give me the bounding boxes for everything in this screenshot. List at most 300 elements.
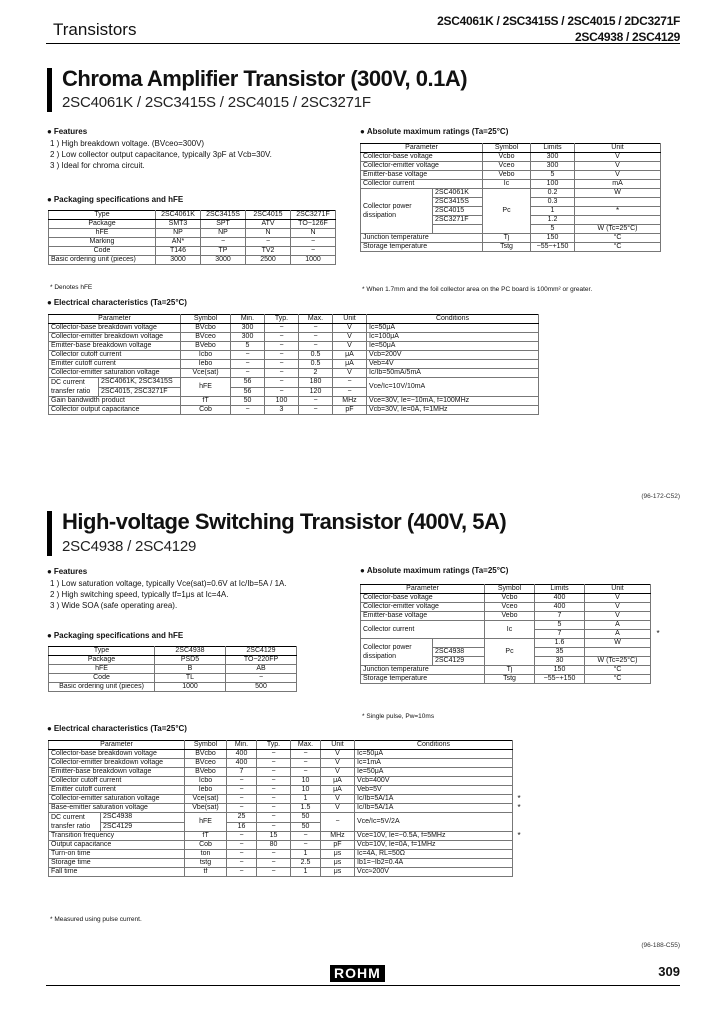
table-cell: pF bbox=[333, 406, 367, 415]
table-cell bbox=[513, 822, 526, 832]
table-cell: − bbox=[299, 342, 333, 351]
table-row bbox=[49, 378, 539, 388]
feature-item: 1 ) High breakdown voltage. (BVceo=300V) bbox=[50, 139, 205, 148]
table-cell: 500 bbox=[226, 683, 297, 692]
table-cell: −55~+150 bbox=[535, 675, 585, 684]
table-cell: Gain bandwidth product bbox=[49, 397, 181, 406]
table-cell: PSD5 bbox=[155, 656, 226, 665]
table-row bbox=[361, 180, 661, 189]
table-cell: V bbox=[321, 768, 355, 777]
table-row bbox=[49, 786, 526, 795]
table-cell: pF bbox=[321, 841, 355, 850]
table-cell: − bbox=[291, 750, 321, 759]
table-cell: Vcb=10V, Ie=0A, f=1MHz bbox=[355, 841, 513, 850]
table-cell bbox=[651, 621, 666, 630]
table-cell: B bbox=[155, 665, 226, 674]
table-cell bbox=[651, 675, 666, 684]
s1-packaging-heading: ● Packaging specifications and hFE bbox=[47, 195, 183, 204]
table-cell: Ic bbox=[485, 621, 535, 639]
table-cell: 1.6 bbox=[535, 639, 585, 648]
table-cell: Ic/Ib=50mA/5mA bbox=[367, 369, 539, 378]
table-cell: BVebo bbox=[185, 768, 227, 777]
table-cell: − bbox=[227, 841, 257, 850]
table-cell: 2SC4015, 2SC3271F bbox=[99, 387, 181, 397]
table-cell: − bbox=[257, 813, 291, 823]
table-cell: 180 bbox=[299, 378, 333, 388]
s2-document-code: (96-188-C55) bbox=[641, 942, 680, 949]
table-cell: 2SC4061K, 2SC3415S bbox=[99, 378, 181, 388]
table-cell: 56 bbox=[231, 387, 265, 397]
table-cell bbox=[575, 216, 661, 225]
table-cell bbox=[513, 859, 526, 868]
table-cell: Marking bbox=[49, 238, 156, 247]
s2-abs-max-note: * Single pulse, Pw=10ms bbox=[362, 713, 435, 720]
table-cell: Typ. bbox=[265, 315, 299, 324]
table-cell: 10 bbox=[291, 777, 321, 786]
table-cell: 2SC4061K bbox=[433, 189, 483, 198]
table-cell: 5 bbox=[531, 225, 575, 234]
table-cell: − bbox=[265, 324, 299, 333]
table-cell: Pc bbox=[483, 189, 531, 234]
table-cell: 300 bbox=[231, 324, 265, 333]
table-cell bbox=[651, 612, 666, 621]
table-cell: − bbox=[321, 813, 355, 832]
table-row bbox=[49, 741, 526, 750]
table-cell: − bbox=[291, 238, 336, 247]
table-cell: Vcbo bbox=[485, 594, 535, 603]
footer-rule bbox=[46, 985, 680, 986]
table-cell: 2SC3271F bbox=[433, 216, 483, 225]
table-cell: 10 bbox=[291, 786, 321, 795]
table-cell: 2SC3415S bbox=[201, 211, 246, 220]
table-cell: 400 bbox=[535, 603, 585, 612]
table-cell: − bbox=[299, 324, 333, 333]
table-cell: − bbox=[257, 795, 291, 804]
table-cell bbox=[651, 603, 666, 612]
table-cell: V bbox=[575, 162, 661, 171]
table-cell: 2SC3415S bbox=[433, 198, 483, 207]
table-row bbox=[49, 333, 539, 342]
table-cell: Collector-base voltage bbox=[361, 594, 485, 603]
table-cell: − bbox=[291, 832, 321, 841]
table-cell: Ie=50μA bbox=[367, 342, 539, 351]
table-cell: 1000 bbox=[155, 683, 226, 692]
table-cell: 0.2 bbox=[531, 189, 575, 198]
table-cell: μs bbox=[321, 859, 355, 868]
table-row bbox=[361, 171, 661, 180]
table-cell: 100 bbox=[265, 397, 299, 406]
table-cell bbox=[651, 639, 666, 648]
table-cell: Collector power dissipation bbox=[361, 189, 433, 234]
table-row bbox=[49, 315, 539, 324]
table-cell: Vceo bbox=[485, 603, 535, 612]
table-cell: − bbox=[291, 759, 321, 768]
table-cell: 1.5 bbox=[291, 804, 321, 813]
s1-electrical-heading: ● Electrical characteristics (Ta=25°C) bbox=[47, 298, 187, 307]
table-cell: Storage time bbox=[49, 859, 185, 868]
table-cell: − bbox=[265, 369, 299, 378]
table-cell: Code bbox=[49, 674, 155, 683]
header-rule bbox=[46, 43, 680, 44]
table-cell: − bbox=[299, 333, 333, 342]
table-cell: MHz bbox=[333, 397, 367, 406]
table-row bbox=[361, 621, 666, 630]
table-cell: Max. bbox=[291, 741, 321, 750]
table-cell: DC current transfer ratio bbox=[49, 378, 99, 397]
table-cell: V bbox=[585, 612, 651, 621]
table-cell: 2SC4015 bbox=[246, 211, 291, 220]
table-cell: Parameter bbox=[361, 144, 483, 153]
table-row bbox=[49, 850, 526, 859]
s1-packaging-table bbox=[48, 210, 336, 265]
table-cell: − bbox=[257, 859, 291, 868]
table-cell: W bbox=[585, 639, 651, 648]
table-cell: MHz bbox=[321, 832, 355, 841]
table-cell: Typ. bbox=[257, 741, 291, 750]
table-cell: − bbox=[333, 378, 367, 388]
table-cell: ton bbox=[185, 850, 227, 859]
table-cell: Emitter-base breakdown voltage bbox=[49, 768, 185, 777]
table-cell: AN* bbox=[156, 238, 201, 247]
table-cell: Collector current bbox=[361, 180, 483, 189]
table-cell bbox=[513, 786, 526, 795]
table-cell: − bbox=[231, 351, 265, 360]
table-cell: Collector cutoff current bbox=[49, 351, 181, 360]
table-cell: Ic=1mA bbox=[355, 759, 513, 768]
table-cell: − bbox=[299, 406, 333, 415]
table-cell: Vceo bbox=[483, 162, 531, 171]
table-cell: N bbox=[246, 229, 291, 238]
table-cell: V bbox=[333, 333, 367, 342]
table-cell: Junction temperature bbox=[361, 666, 485, 675]
s1-document-code: (96-172-C52) bbox=[641, 493, 680, 500]
table-cell: Vce/Ic=10V/10mA bbox=[367, 378, 539, 397]
table-cell: Code bbox=[49, 247, 156, 256]
table-cell: − bbox=[257, 822, 291, 832]
table-cell: V bbox=[333, 342, 367, 351]
table-cell: Emitter cutoff current bbox=[49, 360, 181, 369]
table-cell: N bbox=[291, 229, 336, 238]
s1-abs-max-table bbox=[360, 143, 661, 252]
table-cell: °C bbox=[575, 234, 661, 243]
table-cell: Collector-emitter saturation voltage bbox=[49, 795, 185, 804]
table-row bbox=[49, 656, 297, 665]
table-cell: 300 bbox=[231, 333, 265, 342]
table-cell: 2SC4938 bbox=[101, 813, 185, 823]
table-row bbox=[361, 162, 661, 171]
table-cell: Pc bbox=[485, 639, 535, 666]
table-cell: 7 bbox=[227, 768, 257, 777]
table-cell: NP bbox=[156, 229, 201, 238]
table-cell: μA bbox=[321, 786, 355, 795]
table-cell: Emitter-base voltage bbox=[361, 171, 483, 180]
table-cell: − bbox=[227, 804, 257, 813]
table-cell: Emitter-base voltage bbox=[361, 612, 485, 621]
table-cell: μA bbox=[333, 351, 367, 360]
table-cell: Vcb=400V bbox=[355, 777, 513, 786]
table-cell: TO−126F bbox=[291, 220, 336, 229]
table-cell: − bbox=[257, 750, 291, 759]
table-cell: V bbox=[575, 171, 661, 180]
table-cell: 2SC4129 bbox=[433, 657, 485, 666]
table-cell: 50 bbox=[231, 397, 265, 406]
table-cell: Min. bbox=[231, 315, 265, 324]
table-cell: W (Tc=25°C) bbox=[585, 657, 651, 666]
table-row bbox=[361, 594, 666, 603]
table-row bbox=[49, 220, 336, 229]
s1-subtitle: 2SC4061K / 2SC3415S / 2SC4015 / 2SC3271F bbox=[62, 94, 371, 111]
table-cell: − bbox=[257, 777, 291, 786]
table-cell: 100 bbox=[531, 180, 575, 189]
table-cell: V bbox=[585, 594, 651, 603]
feature-item: 3 ) Wide SOA (safe operating area). bbox=[50, 601, 178, 610]
table-cell: Ib1=−Ib2=0.4A bbox=[355, 859, 513, 868]
table-cell: − bbox=[227, 832, 257, 841]
table-cell: 56 bbox=[231, 378, 265, 388]
table-cell: TP bbox=[201, 247, 246, 256]
table-cell: Symbol bbox=[185, 741, 227, 750]
table-cell: Turn-on time bbox=[49, 850, 185, 859]
table-row bbox=[49, 832, 526, 841]
table-cell: 120 bbox=[299, 387, 333, 397]
table-cell: μs bbox=[321, 868, 355, 877]
table-cell: Vcb=30V, Ie=0A, f=1MHz bbox=[367, 406, 539, 415]
feature-item: 3 ) Ideal for chroma circuit. bbox=[50, 161, 145, 170]
table-cell: Emitter cutoff current bbox=[49, 786, 185, 795]
table-cell: Storage temperature bbox=[361, 675, 485, 684]
models-line-1: 2SC4061K / 2SC3415S / 2SC4015 / 2DC3271F bbox=[437, 14, 680, 28]
table-cell: TL bbox=[155, 674, 226, 683]
table-cell: 2SC4938 bbox=[155, 647, 226, 656]
table-cell: 2SC4129 bbox=[226, 647, 297, 656]
table-cell: − bbox=[265, 342, 299, 351]
table-cell: Veb=4V bbox=[367, 360, 539, 369]
table-cell: Limits bbox=[535, 585, 585, 594]
table-cell: V bbox=[321, 804, 355, 813]
table-row bbox=[361, 243, 661, 252]
table-cell: W bbox=[575, 189, 661, 198]
table-cell: − bbox=[291, 841, 321, 850]
table-cell: Collector power dissipation bbox=[361, 639, 433, 666]
table-row bbox=[49, 397, 539, 406]
table-cell: DC current transfer ratio bbox=[49, 813, 101, 832]
table-cell: Collector output capacitance bbox=[49, 406, 181, 415]
table-cell: 15 bbox=[257, 832, 291, 841]
table-cell bbox=[433, 639, 485, 648]
table-cell: 35 bbox=[535, 648, 585, 657]
table-cell: − bbox=[227, 859, 257, 868]
table-cell: Output capacitance bbox=[49, 841, 185, 850]
table-row bbox=[49, 238, 336, 247]
table-cell bbox=[513, 841, 526, 850]
table-cell: 7 bbox=[535, 630, 585, 639]
table-row bbox=[49, 777, 526, 786]
table-cell: Symbol bbox=[181, 315, 231, 324]
table-cell: − bbox=[227, 868, 257, 877]
table-cell: hFE bbox=[185, 813, 227, 832]
table-cell: 5 bbox=[231, 342, 265, 351]
table-cell: Emitter-base breakdown voltage bbox=[49, 342, 181, 351]
table-cell: 25 bbox=[227, 813, 257, 823]
table-cell: 2500 bbox=[246, 256, 291, 265]
table-cell: Ic=100μA bbox=[367, 333, 539, 342]
table-cell: Min. bbox=[227, 741, 257, 750]
table-row bbox=[49, 406, 539, 415]
table-cell: * bbox=[656, 629, 660, 638]
table-cell: Package bbox=[49, 656, 155, 665]
table-cell: NP bbox=[201, 229, 246, 238]
table-cell: − bbox=[231, 360, 265, 369]
table-cell bbox=[513, 813, 526, 823]
table-cell: 3000 bbox=[156, 256, 201, 265]
table-cell: 0.5 bbox=[299, 360, 333, 369]
table-cell: − bbox=[299, 397, 333, 406]
table-cell: 3000 bbox=[201, 256, 246, 265]
table-cell: tf bbox=[185, 868, 227, 877]
table-cell: fT bbox=[185, 832, 227, 841]
table-cell: Unit bbox=[333, 315, 367, 324]
table-cell: Ie=50μA bbox=[355, 768, 513, 777]
table-cell bbox=[513, 750, 526, 759]
table-cell: T146 bbox=[156, 247, 201, 256]
table-cell: Ic=50μA bbox=[367, 324, 539, 333]
table-cell: Vce=10V, Ie=−0.5A, f=5MHz bbox=[355, 832, 513, 841]
table-cell: − bbox=[227, 777, 257, 786]
table-cell: Vcc≈200V bbox=[355, 868, 513, 877]
table-row bbox=[49, 360, 539, 369]
table-cell: 3 bbox=[265, 406, 299, 415]
rohm-logo: ROHM bbox=[330, 965, 385, 982]
feature-item: 2 ) Low collector output capacitance, typically 3pF at Vcb=30V. bbox=[50, 150, 272, 159]
table-cell: Tj bbox=[485, 666, 535, 675]
table-cell: Type bbox=[49, 211, 156, 220]
table-cell bbox=[651, 666, 666, 675]
s1-features-heading: ● Features bbox=[47, 127, 87, 136]
table-row bbox=[361, 612, 666, 621]
table-cell: * bbox=[575, 207, 661, 216]
table-cell: − bbox=[227, 786, 257, 795]
table-cell: V bbox=[575, 153, 661, 162]
table-cell: Transition frequency bbox=[49, 832, 185, 841]
s1-electrical-table bbox=[48, 314, 539, 415]
table-cell: 1000 bbox=[291, 256, 336, 265]
table-cell: 150 bbox=[535, 666, 585, 675]
table-cell: Collector current bbox=[361, 621, 485, 639]
table-cell: 2SC4061K bbox=[156, 211, 201, 220]
table-cell: Fall time bbox=[49, 868, 185, 877]
s2-features-list bbox=[50, 578, 287, 611]
table-cell: 5 bbox=[531, 171, 575, 180]
table-cell: 16 bbox=[227, 822, 257, 832]
table-cell bbox=[513, 741, 526, 750]
table-cell: hFE bbox=[181, 378, 231, 397]
table-cell: Conditions bbox=[367, 315, 539, 324]
table-row bbox=[361, 234, 661, 243]
header-models bbox=[437, 13, 680, 45]
table-cell: Symbol bbox=[485, 585, 535, 594]
table-cell: SMT3 bbox=[156, 220, 201, 229]
table-cell: hFE bbox=[49, 665, 155, 674]
table-cell bbox=[585, 648, 651, 657]
table-cell: Vebo bbox=[485, 612, 535, 621]
table-cell: Iebo bbox=[185, 786, 227, 795]
s2-title: High-voltage Switching Transistor (400V, 5A) bbox=[62, 509, 507, 534]
table-cell: Ic/Ib=5A/1A bbox=[355, 804, 513, 813]
table-cell: Tstg bbox=[483, 243, 531, 252]
table-cell: Collector-emitter voltage bbox=[361, 162, 483, 171]
table-cell: hFE bbox=[49, 229, 156, 238]
s2-electrical-heading: ● Electrical characteristics (Ta=25°C) bbox=[47, 724, 187, 733]
table-row bbox=[49, 369, 539, 378]
table-cell: Unit bbox=[585, 585, 651, 594]
table-cell: Unit bbox=[321, 741, 355, 750]
table-cell: * bbox=[517, 803, 521, 812]
table-cell: − bbox=[265, 378, 299, 388]
table-cell: Unit bbox=[575, 144, 661, 153]
table-cell: Tstg bbox=[485, 675, 535, 684]
s2-packaging-heading: ● Packaging specifications and hFE bbox=[47, 631, 183, 640]
table-cell: Tj bbox=[483, 234, 531, 243]
table-cell bbox=[513, 768, 526, 777]
table-cell: 7 bbox=[535, 612, 585, 621]
table-cell bbox=[651, 648, 666, 657]
table-cell: μA bbox=[321, 777, 355, 786]
table-cell bbox=[651, 657, 666, 666]
table-cell: Vce(sat) bbox=[181, 369, 231, 378]
s2-electrical-table bbox=[48, 740, 526, 877]
table-cell: Icbo bbox=[181, 351, 231, 360]
table-cell: − bbox=[265, 387, 299, 397]
table-row bbox=[49, 804, 526, 813]
table-cell: °C bbox=[585, 675, 651, 684]
table-cell: Vbe(sat) bbox=[185, 804, 227, 813]
table-cell: Base-emitter saturation voltage bbox=[49, 804, 185, 813]
table-cell: W (Tc=25°C) bbox=[575, 225, 661, 234]
table-cell: V bbox=[585, 603, 651, 612]
table-cell: 150 bbox=[531, 234, 575, 243]
table-cell: 2SC3271F bbox=[291, 211, 336, 220]
table-cell: − bbox=[231, 406, 265, 415]
table-cell: Cob bbox=[181, 406, 231, 415]
table-cell: μA bbox=[333, 360, 367, 369]
table-cell bbox=[513, 850, 526, 859]
section-bar bbox=[47, 68, 52, 112]
table-cell: − bbox=[265, 333, 299, 342]
table-cell: 1 bbox=[291, 868, 321, 877]
table-cell: Parameter bbox=[49, 741, 185, 750]
table-cell: 50 bbox=[291, 822, 321, 832]
table-row bbox=[361, 153, 661, 162]
table-cell: − bbox=[257, 804, 291, 813]
table-cell: mA bbox=[575, 180, 661, 189]
table-cell: − bbox=[257, 759, 291, 768]
table-cell: ATV bbox=[246, 220, 291, 229]
table-cell: Iebo bbox=[181, 360, 231, 369]
s2-abs-max-heading: ● Absolute maximum ratings (Ta=25°C) bbox=[360, 566, 508, 575]
table-row bbox=[49, 211, 336, 220]
table-cell: − bbox=[227, 795, 257, 804]
table-row bbox=[361, 675, 666, 684]
table-cell: − bbox=[265, 351, 299, 360]
table-cell: − bbox=[257, 850, 291, 859]
table-cell: − bbox=[201, 238, 246, 247]
table-cell: * bbox=[517, 794, 521, 803]
table-row bbox=[361, 189, 661, 198]
table-row bbox=[49, 759, 526, 768]
table-cell: Collector-emitter breakdown voltage bbox=[49, 333, 181, 342]
table-cell: Collector-base breakdown voltage bbox=[49, 750, 185, 759]
table-cell: Max. bbox=[299, 315, 333, 324]
